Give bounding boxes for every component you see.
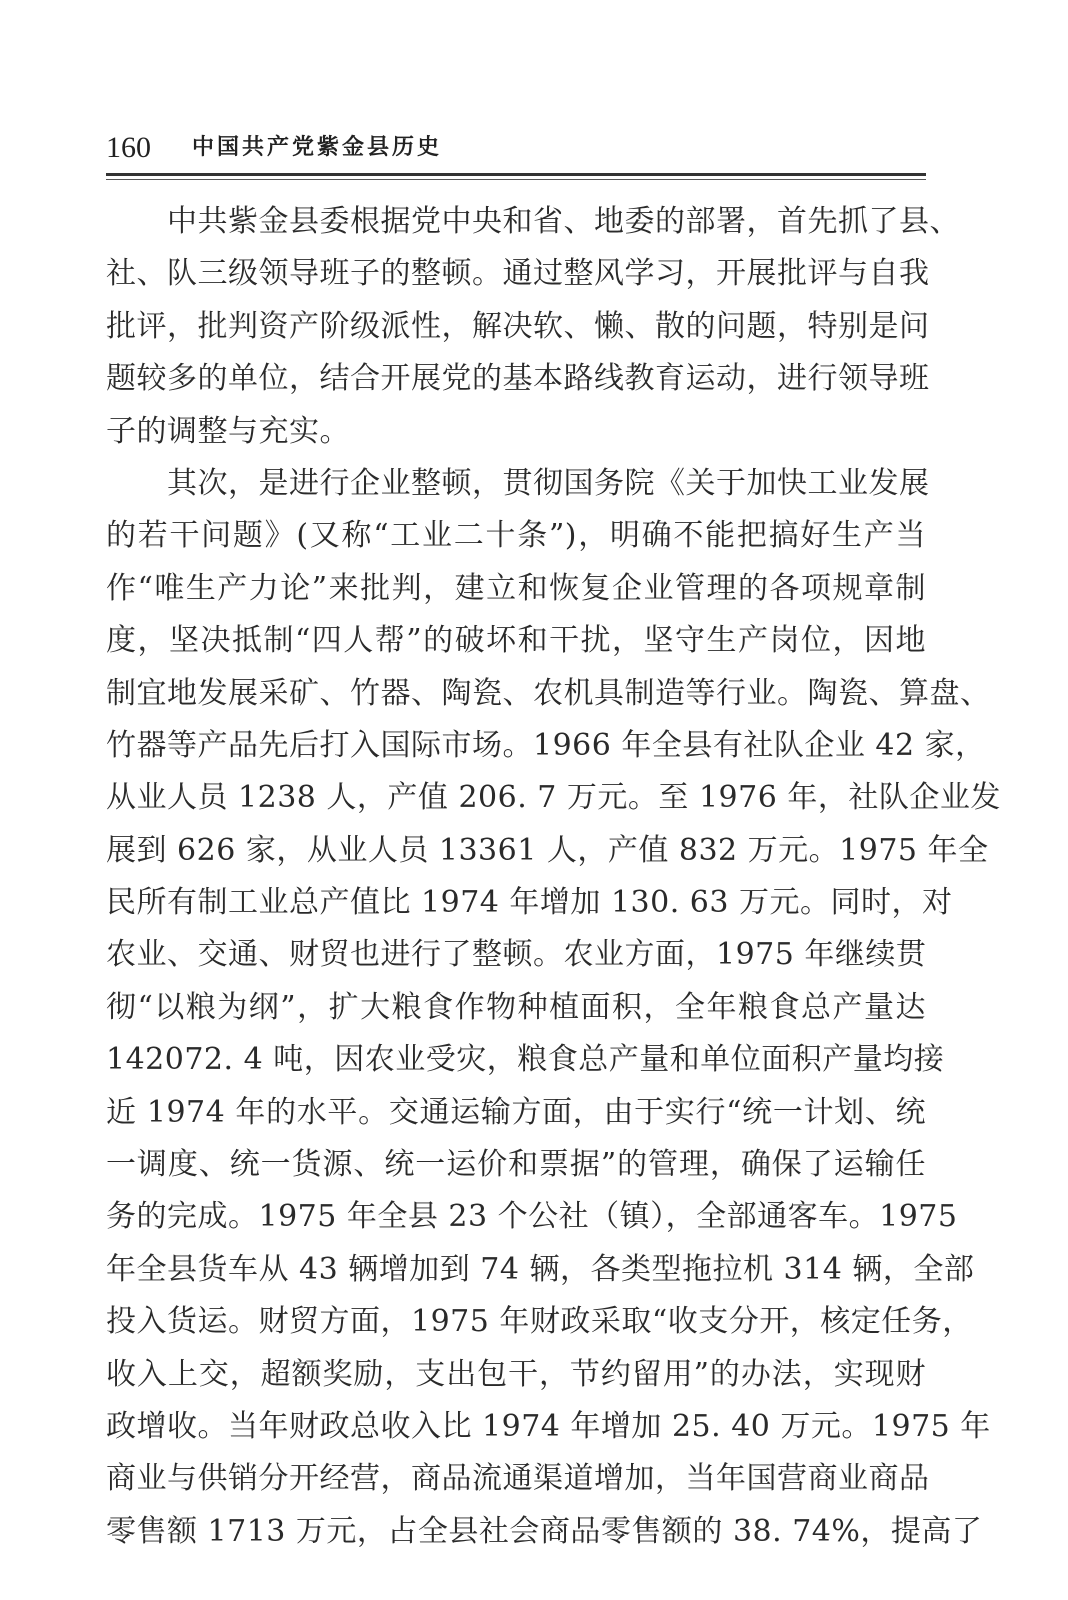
text-line: 度，坚决抵制“四人帮”的破坏和干扰，坚守生产岗位，因地 bbox=[106, 623, 926, 659]
running-head bbox=[106, 128, 926, 168]
text-line: 竹器等产品先后打入国际市场。1966 年全县有社队企业 42 家， bbox=[106, 727, 986, 763]
text-line: 子的调整与充实。 bbox=[106, 413, 350, 449]
text-line: 彻“以粮为纲”，扩大粮食作物种植面积，全年粮食总产量达 bbox=[106, 989, 926, 1025]
text-line: 一调度、统一货源、统一运价和票据”的管理，确保了运输任 bbox=[106, 1147, 926, 1183]
text-line: 务的完成。1975 年全县 23 个公社（镇），全部通客车。1975 bbox=[106, 1199, 958, 1235]
text-line: 民所有制工业总产值比 1974 年增加 130. 63 万元。同时，对 bbox=[106, 885, 953, 921]
text-line: 农业、交通、财贸也进行了整顿。农业方面，1975 年继续贯 bbox=[106, 937, 927, 973]
text-line: 投入货运。财贸方面，1975 年财政采取“收支分开，核定任务， bbox=[106, 1304, 973, 1340]
header-rule-thick bbox=[106, 173, 926, 176]
text-line: 年全县货车从 43 辆增加到 74 辆，各类型拖拉机 314 辆，全部 bbox=[106, 1251, 975, 1287]
text-line: 题较多的单位，结合开展党的基本路线教育运动，进行领导班 bbox=[106, 361, 930, 397]
text-line: 批评，批判资产阶级派性，解决软、懒、散的问题，特别是问 bbox=[106, 308, 930, 344]
text-line: 收入上交，超额奖励，支出包干，节约留用”的办法，实现财 bbox=[106, 1356, 926, 1392]
header-rule-thin bbox=[106, 179, 926, 180]
text-line: 作“唯生产力论”来批判，建立和恢复企业管理的各项规章制 bbox=[106, 570, 926, 606]
text-line: 142072. 4 吨，因农业受灾，粮食总产量和单位面积产量均接 bbox=[106, 1042, 945, 1078]
page-number: 160 bbox=[106, 131, 151, 164]
body-text bbox=[106, 196, 1001, 1558]
text-line: 从业人员 1238 人，产值 206. 7 万元。至 1976 年，社队企业发 bbox=[106, 780, 1001, 816]
text-line: 政增收。当年财政总收入比 1974 年增加 25. 40 万元。1975 年 bbox=[106, 1408, 991, 1444]
text-line: 商业与供销分开经营，商品流通渠道增加，当年国营商业商品 bbox=[106, 1461, 930, 1497]
text-line: 制宜地发展采矿、竹器、陶瓷、农机具制造等行业。陶瓷、算盘、 bbox=[106, 675, 991, 711]
text-line: 社、队三级领导班子的整顿。通过整风学习，开展批评与自我 bbox=[106, 256, 930, 292]
text-line: 的若干问题》(又称“工业二十条”)，明确不能把搞好生产当 bbox=[106, 518, 926, 554]
text-line: 其次，是进行企业整顿，贯彻国务院《关于加快工业发展 bbox=[106, 465, 930, 501]
text-line: 展到 626 家，从业人员 13361 人，产值 832 万元。1975 年全 bbox=[106, 832, 989, 868]
text-line: 中共紫金县委根据党中央和省、地委的部署，首先抓了县、 bbox=[106, 204, 960, 239]
text-line: 近 1974 年的水平。交通运输方面，由于实行“统一计划、统 bbox=[106, 1094, 926, 1130]
text-line: 零售额 1713 万元，占全县社会商品零售额的 38. 74%，提高了 bbox=[106, 1513, 983, 1549]
book-title: 中国共产党紫金县历史 bbox=[192, 135, 443, 160]
